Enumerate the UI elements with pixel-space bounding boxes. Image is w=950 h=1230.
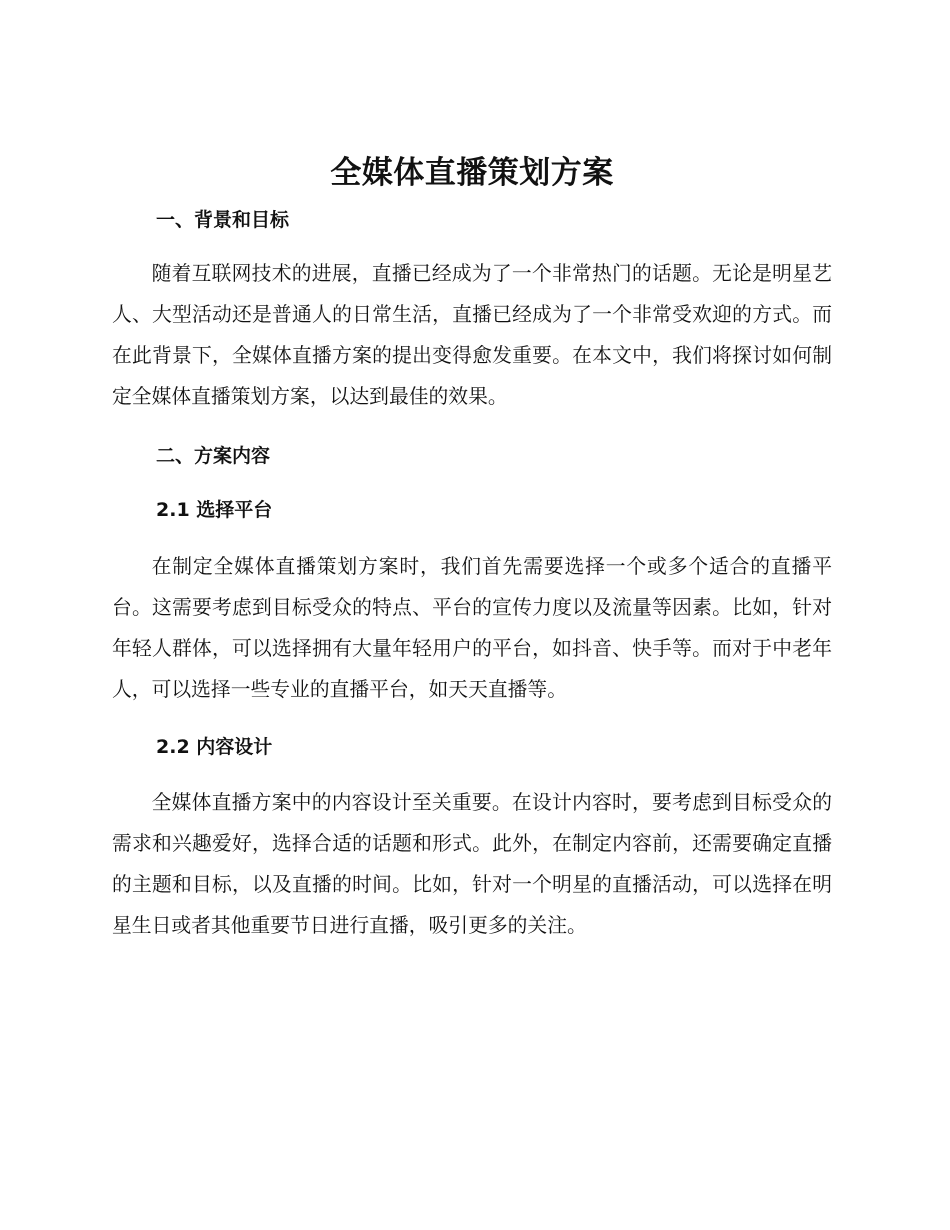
subsection-paragraph-platform: 在制定全媒体直播策划方案时，我们首先需要选择一个或多个适合的直播平台。这需要考虑到目标受众的特点、平台的宣传力度以及流量等因素。比如，针对年轻人群体，可以选择拥有大量年轻用户的平台，如抖音、快手等。而对于中老年人，可以选择一些专业的直播平台，如天天直播等。 <box>112 555 832 701</box>
subsection-heading-platform: 2.1 选择平台 <box>156 499 273 521</box>
document-title: 全媒体直播策划方案 <box>330 155 614 191</box>
section-paragraph-background: 随着互联网技术的进展，直播已经成为了一个非常热门的话题。无论是明星艺人、大型活动还是普通人的日常生活，直播已经成为了一个非常受欢迎的方式。而在此背景下，全媒体直播方案的提出变得愈发重要。在本文中，我们将探讨如何制定全媒体直播策划方案，以达到最佳的效果。 <box>112 262 832 408</box>
section-heading-background: 一、背景和目标 <box>156 209 290 231</box>
subsection-paragraph-content-design: 全媒体直播方案中的内容设计至关重要。在设计内容时，要考虑到目标受众的需求和兴趣爱好，选择合适的话题和形式。此外，在制定内容前，还需要确定直播的主题和目标，以及直播的时间。比如，针对一个明星的直播活动，可以选择在明星生日或者其他重要节日进行直播，吸引更多的关注。 <box>112 791 832 937</box>
subsection-heading-content-design: 2.2 内容设计 <box>156 736 273 758</box>
section-heading-plan-content: 二、方案内容 <box>156 445 271 467</box>
